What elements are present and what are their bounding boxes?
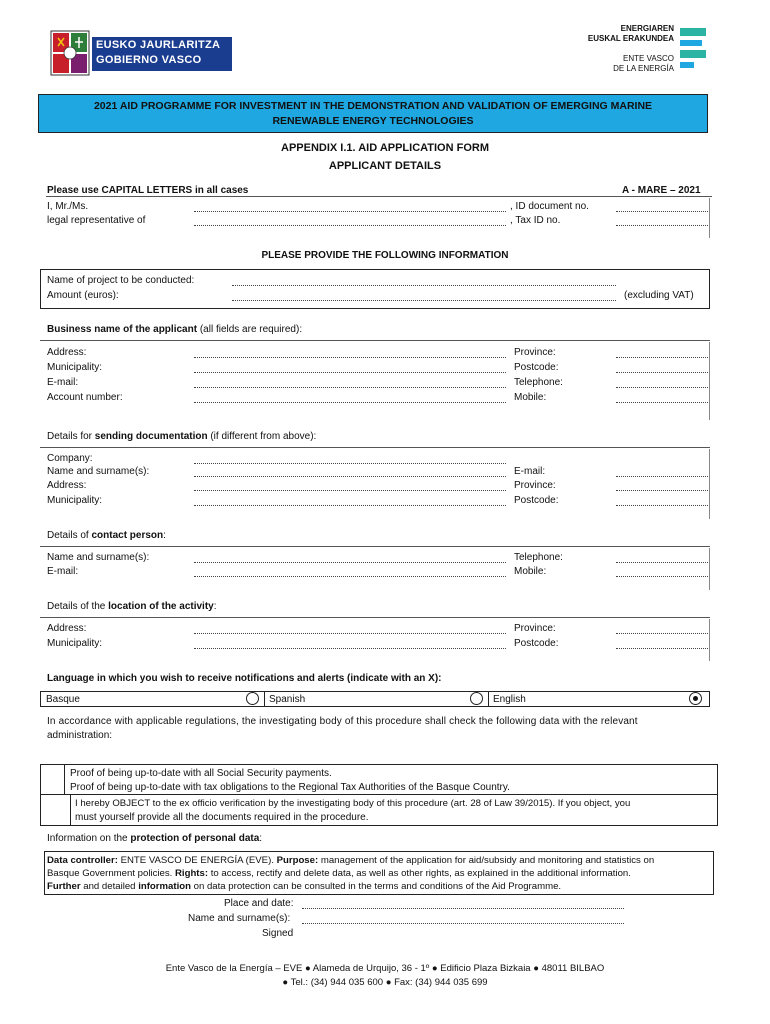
language-box	[40, 691, 710, 707]
sending-municipality-field[interactable]	[194, 505, 506, 506]
controller-value: ENTE VASCO DE ENERGÍA (EVE).	[117, 855, 277, 866]
controller-label: Data controller:	[47, 855, 118, 866]
purpose-label: Purpose:	[276, 855, 319, 866]
programme-banner	[38, 94, 708, 133]
sending-province-field[interactable]	[616, 490, 708, 491]
eve-emblem-icon	[678, 26, 710, 72]
excluding-vat-label: (excluding VAT)	[624, 290, 694, 301]
protection-heading-rest: :	[259, 833, 263, 844]
contact-heading	[47, 529, 166, 542]
provide-info-heading: PLEASE PROVIDE THE FOLLOWING INFORMATION	[261, 250, 509, 261]
social-security-checkbox[interactable]	[42, 766, 62, 778]
legal-representative-label: legal representative of	[47, 215, 146, 226]
language-heading: Language in which you wish to receive notifications and alerts (indicate with an X):	[47, 673, 442, 684]
rights-value: to access, rectify and delete data, as well as other rights, as explained in the additional information.	[208, 868, 631, 879]
object-checkbox[interactable]	[42, 796, 68, 824]
sending-heading-bold: sending documentation	[94, 431, 208, 442]
business-postcode-label: Postcode:	[514, 362, 559, 373]
banner-title-line1: 2021 AID PROGRAMME FOR INVESTMENT IN THE DEMONSTRATION AND VALIDATION OF EMERGING MARINE	[93, 100, 653, 112]
protection-heading-pre: Information on the	[47, 833, 131, 844]
business-municipality-label: Municipality:	[47, 362, 103, 373]
regulations-text-2: administration:	[47, 730, 113, 741]
id-document-field[interactable]	[616, 211, 708, 212]
protection-heading-bold: protection of personal data	[130, 833, 260, 844]
sending-name-field[interactable]	[194, 476, 506, 477]
eve-logo-line1: ENERGIAREN	[620, 24, 674, 33]
project-name-field[interactable]	[232, 285, 616, 286]
location-municipality-field[interactable]	[194, 648, 506, 649]
contact-heading-rest: :	[163, 530, 166, 541]
tax-id-label: , Tax ID no.	[510, 215, 561, 226]
tax-id-field[interactable]	[616, 225, 708, 226]
footer-address: Ente Vasco de la Energía – EVE ● Alameda de Urquijo, 36 - 1º ● Edificio Plaza Bizkaia ● 48011 BILBAO	[165, 963, 605, 974]
id-document-label: , ID document no.	[510, 201, 589, 212]
project-name-label: Name of project to be conducted:	[47, 275, 195, 286]
contact-mobile-field[interactable]	[616, 576, 708, 577]
sending-address-label: Address:	[47, 480, 87, 491]
further-label: Further	[47, 881, 81, 892]
eve-logo-line3: ENTE VASCO	[623, 54, 674, 63]
language-english-label: English	[493, 694, 526, 705]
protection-line-2	[47, 867, 631, 880]
form-code: A - MARE – 2021	[622, 185, 701, 196]
banner-title-line2: RENEWABLE ENERGY TECHNOLOGIES	[272, 115, 474, 127]
business-province-label: Province:	[514, 347, 556, 358]
business-telephone-label: Telephone:	[514, 377, 563, 388]
sending-address-field[interactable]	[194, 490, 506, 491]
business-address-field[interactable]	[194, 357, 506, 358]
mr-ms-label: I, Mr./Ms.	[47, 201, 89, 212]
further-rest: on data protection can be consulted in the terms and conditions of the Aid Programme.	[190, 881, 562, 892]
location-postcode-label: Postcode:	[514, 638, 559, 649]
eve-logo	[560, 24, 720, 80]
language-basque-label: Basque	[46, 694, 80, 705]
regulations-text-1: In accordance with applicable regulations, the investigating body of this procedure shall check the following data with the relevant	[47, 716, 638, 727]
sending-email-field[interactable]	[616, 476, 708, 477]
contact-heading-pre: Details of	[47, 530, 92, 541]
eve-logo-line4: DE LA ENERGÍA	[613, 64, 674, 73]
appendix-title: APPENDIX I.1. AID APPLICATION FORM	[281, 142, 489, 154]
business-mobile-label: Mobile:	[514, 392, 547, 403]
signatory-name-label: Name and surname(s):	[188, 913, 291, 924]
business-heading	[47, 323, 302, 336]
protection-line-3	[47, 880, 561, 893]
protection-line-1	[47, 854, 654, 867]
business-address-label: Address:	[47, 347, 87, 358]
signed-label: Signed	[262, 928, 294, 939]
sending-province-label: Province:	[514, 480, 556, 491]
business-municipality-field[interactable]	[194, 372, 506, 373]
amount-field[interactable]	[232, 300, 616, 301]
contact-telephone-label: Telephone:	[514, 552, 563, 563]
location-heading	[47, 600, 217, 613]
tax-checkbox[interactable]	[42, 780, 62, 792]
sending-heading-pre: Details for	[47, 431, 95, 442]
location-province-field[interactable]	[616, 633, 708, 634]
further-mid: and detailed	[80, 881, 139, 892]
protection-heading	[47, 832, 262, 845]
sending-name-label: Name and surname(s):	[47, 466, 150, 477]
represented-entity-field[interactable]	[194, 225, 506, 226]
purpose-value: management of the application for aid/subsidy and monitoring and statistics on	[318, 855, 655, 866]
contact-telephone-field[interactable]	[616, 562, 708, 563]
contact-heading-bold: contact person	[91, 530, 164, 541]
language-spanish-label: Spanish	[269, 694, 306, 705]
business-telephone-field[interactable]	[616, 387, 708, 388]
object-text-1: I hereby OBJECT to the ex officio verification by the investigating body of this procedure (art. 28 of Law 39/2015). If you object, you	[75, 798, 631, 809]
sending-heading-rest: (if different from above):	[207, 431, 317, 442]
place-date-label: Place and date:	[224, 898, 294, 909]
business-province-field[interactable]	[616, 357, 708, 358]
location-heading-rest: :	[213, 601, 217, 612]
sending-heading	[47, 430, 316, 443]
location-address-field[interactable]	[194, 633, 506, 634]
language-spanish-radio[interactable]	[470, 692, 483, 705]
business-heading-rest: (all fields are required):	[197, 324, 303, 335]
basque-government-logo	[46, 30, 232, 76]
contact-email-label: E-mail:	[47, 566, 79, 577]
gov-logo-text-2: GOBIERNO VASCO	[96, 54, 202, 66]
contact-mobile-label: Mobile:	[514, 566, 547, 577]
gov-logo-text-1: EUSKO JAURLARITZA	[96, 39, 221, 51]
eve-logo-line2: EUSKAL ERAKUNDEA	[587, 34, 674, 43]
rights-label: Rights:	[174, 868, 209, 879]
place-date-field[interactable]	[302, 908, 624, 909]
coat-of-arms-icon	[50, 30, 90, 76]
business-account-field[interactable]	[194, 402, 506, 403]
policies-text: Basque Government policies.	[47, 868, 175, 879]
location-municipality-label: Municipality:	[47, 638, 103, 649]
location-province-label: Province:	[514, 623, 556, 634]
location-heading-pre: Details of the	[47, 601, 109, 612]
business-email-label: E-mail:	[47, 377, 79, 388]
business-mobile-field[interactable]	[616, 402, 708, 403]
applicant-rule	[46, 196, 712, 197]
contact-email-field[interactable]	[194, 576, 506, 577]
sending-email-label: E-mail:	[514, 466, 546, 477]
location-address-label: Address:	[47, 623, 87, 634]
contact-name-label: Name and surname(s):	[47, 552, 150, 563]
sending-postcode-field[interactable]	[616, 505, 708, 506]
sending-municipality-label: Municipality:	[47, 495, 103, 506]
location-heading-bold: location of the activity	[108, 601, 214, 612]
amount-label: Amount (euros):	[47, 290, 119, 301]
language-english-radio[interactable]	[689, 692, 702, 705]
sending-company-label: Company:	[47, 453, 93, 464]
information-label: information	[138, 881, 191, 892]
footer-phone: ● Tel.: (34) 944 035 600 ● Fax: (34) 944 035 699	[282, 977, 488, 988]
language-basque-radio[interactable]	[246, 692, 259, 705]
sending-company-field[interactable]	[194, 463, 506, 464]
tax-obligations-text: Proof of being up-to-date with tax obligations to the Regional Tax Authorities of the Basque Country.	[70, 782, 510, 793]
object-text-2: must yourself provide all the documents required in the procedure.	[75, 812, 369, 823]
applicant-details-title: APPLICANT DETAILS	[328, 160, 442, 172]
business-heading-bold: Business name of the applicant	[47, 324, 198, 335]
location-postcode-field[interactable]	[616, 648, 708, 649]
capital-letters-note: Please use CAPITAL LETTERS in all cases	[47, 185, 249, 196]
social-security-text: Proof of being up-to-date with all Social Security payments.	[70, 768, 332, 779]
business-postcode-field[interactable]	[616, 372, 708, 373]
business-account-label: Account number:	[47, 392, 123, 403]
business-email-field[interactable]	[194, 387, 506, 388]
contact-name-field[interactable]	[194, 562, 506, 563]
sending-postcode-label: Postcode:	[514, 495, 559, 506]
applicant-name-field[interactable]	[194, 211, 506, 212]
signatory-name-field[interactable]	[302, 923, 624, 924]
